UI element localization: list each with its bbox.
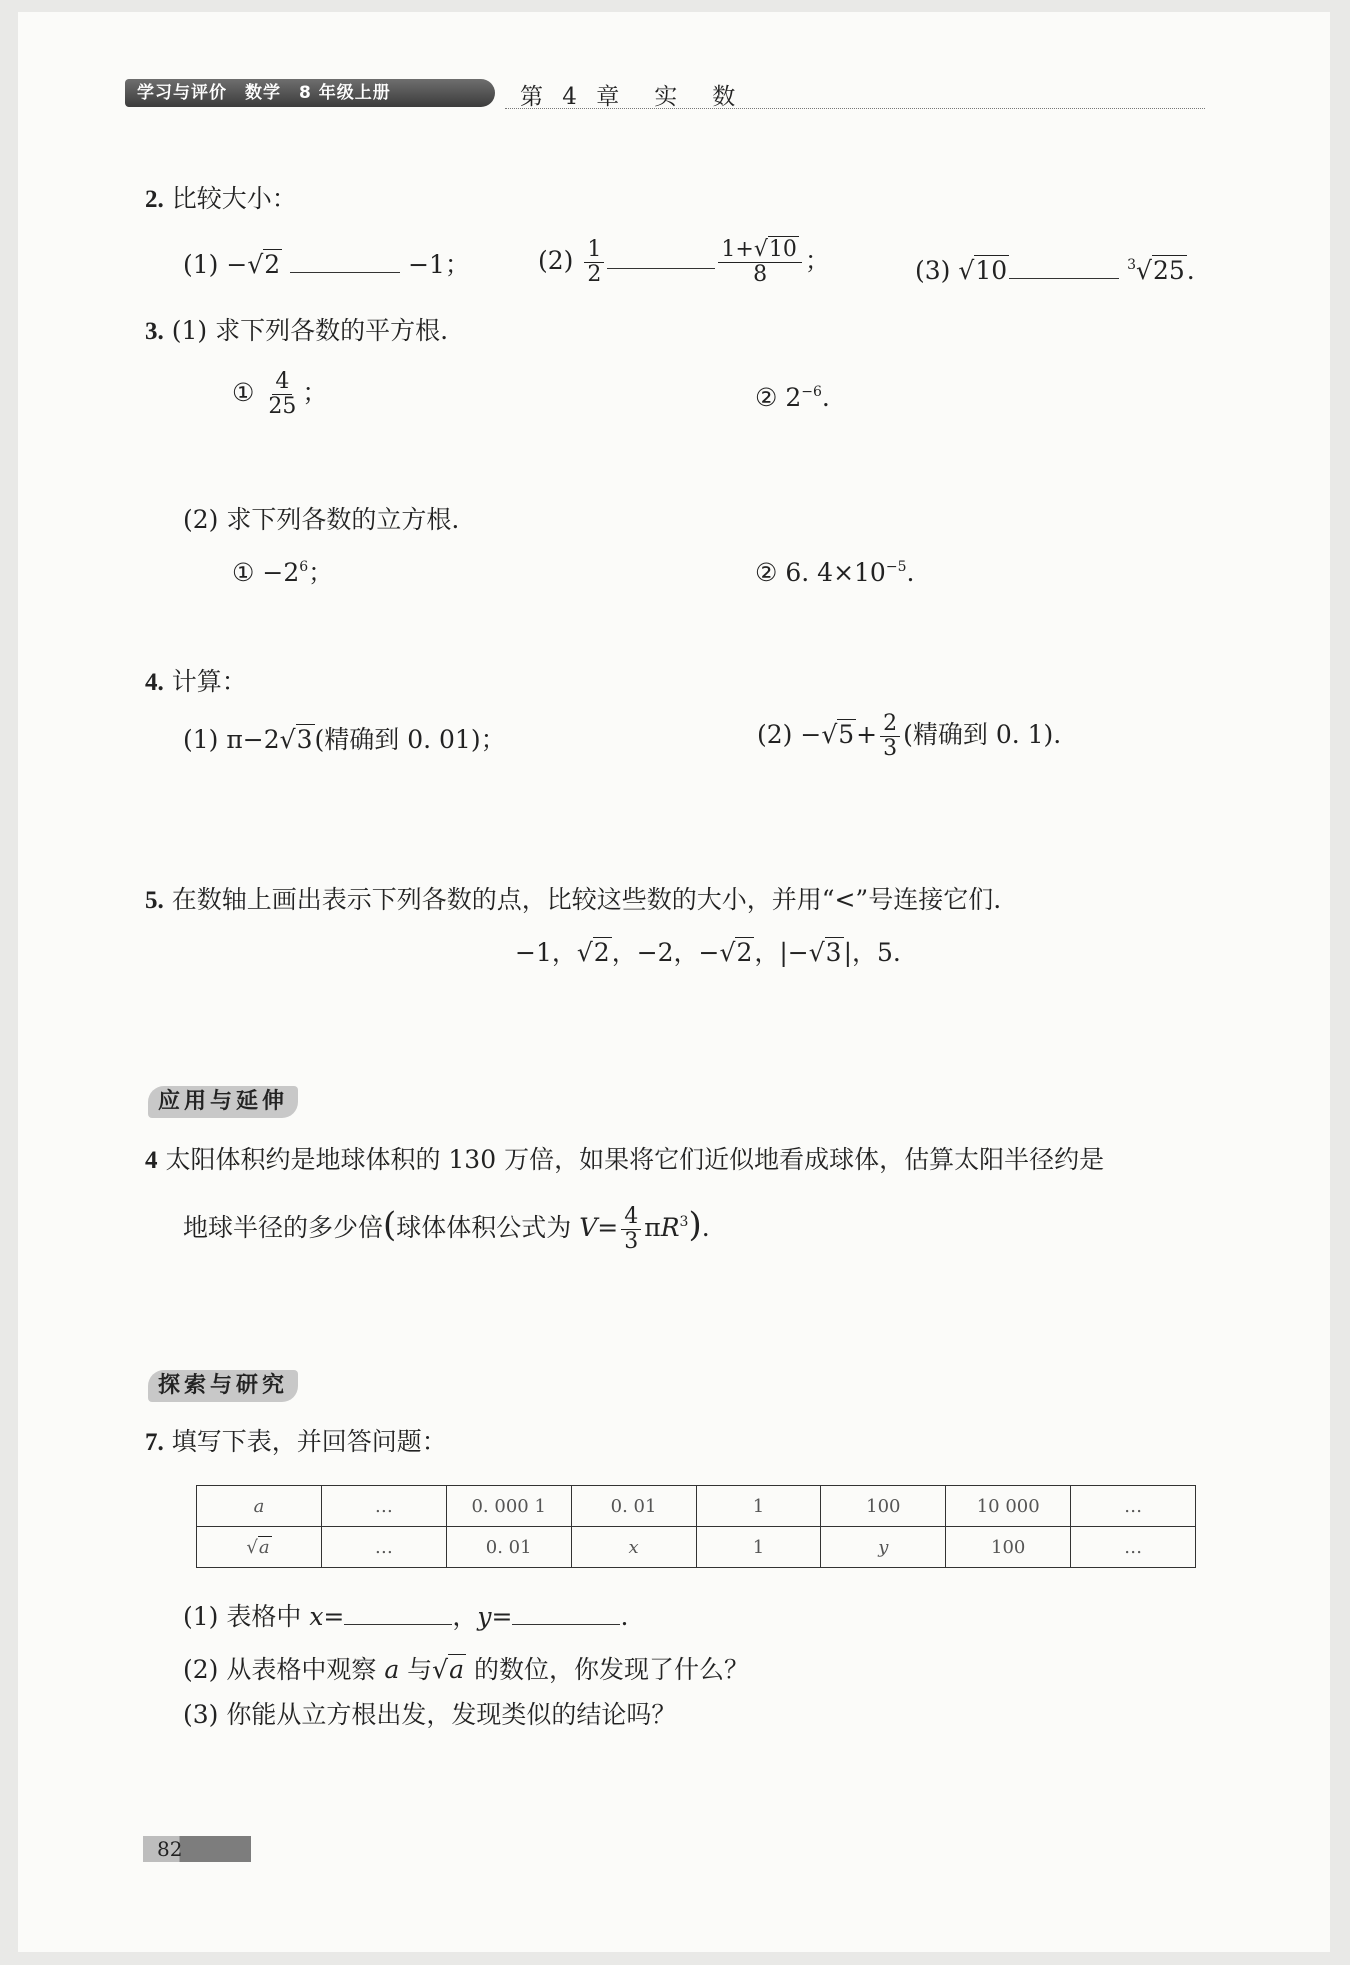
- table-cell: 0. 000 1: [446, 1486, 571, 1527]
- number-list: −1，√2，−2，−√2，|−√3|，5.: [515, 938, 901, 967]
- sqrt: √2: [247, 250, 281, 279]
- sqrt: √5: [821, 720, 855, 749]
- q3-item-1-1: [232, 370, 327, 419]
- q2-part-2: [538, 238, 830, 287]
- header-divider: [505, 108, 1205, 109]
- item-label: ②: [755, 558, 778, 587]
- part-label: (2): [538, 246, 574, 275]
- table-cell: 1: [696, 1527, 821, 1568]
- expr: −1；: [408, 250, 470, 279]
- table-cell: y: [821, 1527, 946, 1568]
- table-cell: 10 000: [946, 1486, 1071, 1527]
- part-label: (1): [183, 250, 219, 279]
- fraction: $\frac{4}{25}$: [268, 369, 297, 419]
- expr: 6. 4×10: [785, 558, 886, 587]
- expr: −: [800, 720, 822, 749]
- question-text: 填写下表，并回答问题：: [171, 1427, 447, 1456]
- question-2: [145, 184, 297, 215]
- chapter-title: 第 4 章 实 数: [520, 84, 742, 110]
- formula-label: 球体体积公式为: [396, 1213, 580, 1242]
- table-cell: 100: [821, 1486, 946, 1527]
- sqrt: √10: [958, 256, 1008, 285]
- table-cell: 100: [946, 1527, 1071, 1568]
- question-7: [145, 1427, 447, 1458]
- question-number: 4: [145, 1147, 158, 1174]
- table-cell: a: [197, 1486, 322, 1527]
- answer-blank[interactable]: [290, 250, 400, 273]
- fraction: $\frac{1}{2}$: [584, 238, 604, 287]
- q7-sub-2: (2) 从表格中观察 a 与√a 的数位，你发现了什么？: [183, 1655, 749, 1684]
- table-cell: x: [571, 1527, 696, 1568]
- q4-part-1: [183, 725, 506, 755]
- part-label: (2): [757, 720, 793, 749]
- expr: −: [226, 250, 248, 279]
- q2-part-3: [915, 250, 1195, 286]
- punct: ；: [302, 378, 328, 407]
- var-V: V: [579, 1213, 598, 1242]
- punct: .: [906, 558, 915, 587]
- question-text: 太阳体积约是地球体积的 130 万倍，如果将它们近似地看成球体，估算太阳半径约是: [165, 1145, 1105, 1174]
- table-cell: 0. 01: [571, 1486, 696, 1527]
- question-text: 地球半径的多少倍: [183, 1213, 384, 1242]
- pi: π: [644, 1213, 661, 1242]
- question-number: 2.: [145, 186, 164, 213]
- punct: ；: [308, 558, 334, 587]
- question-number: 5.: [145, 887, 164, 914]
- punct: .: [1186, 256, 1195, 285]
- table-cell: √a: [197, 1527, 322, 1568]
- fraction: $\frac{2}{3}$: [880, 712, 900, 761]
- q7-sub-3: (3) 你能从立方根出发，发现类似的结论吗？: [183, 1700, 677, 1729]
- section-badge-application: 应用与延伸: [148, 1086, 298, 1118]
- exponent: 3: [679, 1214, 689, 1230]
- question-text: 计算：: [171, 667, 247, 696]
- q3-item-2-2: [755, 552, 914, 588]
- q3-part-2: [183, 505, 459, 535]
- question-number: 7.: [145, 1429, 164, 1456]
- var-R: R: [660, 1213, 680, 1242]
- expr: π−2: [226, 725, 280, 754]
- q6-line-2: 地球半径的多少倍(球体体积公式为 V= $\frac{4}{3}$ $\pi R^3$).: [183, 1204, 710, 1254]
- precision-note: (精确到 0. 1).: [903, 720, 1062, 749]
- part-label: (3): [915, 256, 951, 285]
- question-text: (2) 求下列各数的立方根.: [183, 505, 460, 534]
- punct: .: [821, 383, 830, 412]
- question-text: 比较大小：: [171, 184, 297, 213]
- expr: +: [856, 720, 878, 749]
- question-number: 3.: [145, 318, 164, 345]
- sqrt: √3: [279, 725, 313, 754]
- table-cell: …: [321, 1527, 446, 1568]
- table-cell: …: [1071, 1486, 1196, 1527]
- question-5: [145, 885, 1001, 916]
- table-cell: 1: [696, 1486, 821, 1527]
- exponent: −5: [885, 559, 907, 575]
- q2-part-1: [183, 250, 470, 280]
- fraction: $\frac{1+√10}{8}$: [718, 238, 801, 287]
- table-row: [197, 1486, 1196, 1527]
- item-label: ①: [232, 558, 255, 587]
- answer-blank[interactable]: [1009, 256, 1119, 279]
- punct: ；: [804, 246, 830, 275]
- answer-blank[interactable]: [344, 1602, 452, 1625]
- expr: 2: [785, 383, 802, 412]
- table-cell: 0. 01: [446, 1527, 571, 1568]
- part-label: (1): [183, 725, 219, 754]
- question-6: [145, 1145, 1104, 1176]
- exponent: −6: [801, 384, 822, 400]
- section-badge-exploration: 探索与研究: [148, 1370, 298, 1402]
- question-4: [145, 667, 247, 698]
- item-label: ②: [755, 383, 778, 412]
- book-header: 学习与评价 数学 8 年级上册: [125, 79, 495, 107]
- page-number: 82: [143, 1836, 251, 1862]
- q3-item-2-1: [232, 552, 333, 588]
- question-3: [145, 316, 448, 347]
- q4-part-2: [757, 712, 1061, 761]
- question-number: 4.: [145, 669, 164, 696]
- table-row: [197, 1527, 1196, 1568]
- answer-blank[interactable]: [512, 1602, 620, 1625]
- table-cell: …: [321, 1486, 446, 1527]
- q7-sub-1: (1) 表格中 x= ，y= .: [183, 1602, 629, 1631]
- precision-note: (精确到 0. 01)；: [314, 725, 506, 754]
- fraction: $\frac{4}{3}$: [621, 1205, 641, 1254]
- question-text: (1) 求下列各数的平方根.: [171, 316, 449, 345]
- cube-root: $^3$√25: [1127, 256, 1185, 285]
- question-text: 在数轴上画出表示下列各数的点，比较这些数的大小，并用“<”号连接它们.: [171, 885, 1002, 914]
- exponent: 6: [299, 559, 309, 575]
- answer-blank[interactable]: [607, 246, 715, 269]
- value-table: [196, 1485, 1196, 1568]
- expr: −2: [262, 558, 300, 587]
- q3-item-1-2: [755, 377, 830, 413]
- table-cell: …: [1071, 1527, 1196, 1568]
- item-label: ①: [232, 378, 255, 407]
